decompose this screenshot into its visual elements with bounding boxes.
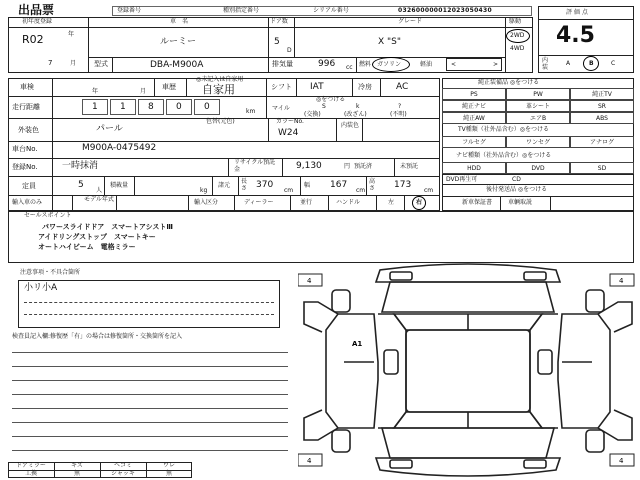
length-value: 370	[256, 180, 274, 190]
legend-value: 工換	[24, 470, 37, 477]
reg-value: 一時抹消	[62, 161, 99, 171]
legend-header: ヘコミ	[113, 462, 132, 469]
mileage-exchange[interactable]: (交換)	[304, 111, 321, 118]
interior-label: 内装	[542, 57, 549, 71]
tire-mark-front-right: 4	[619, 277, 624, 285]
handle-label: ハンドル	[336, 199, 361, 206]
cd-label[interactable]: CD	[512, 176, 521, 183]
mileage-unit: km	[246, 108, 256, 115]
warranty-label[interactable]: 新車保証書	[462, 199, 493, 206]
month-value: 7	[48, 59, 53, 67]
mileage-digit-cell	[166, 99, 192, 115]
height-value: 173	[394, 180, 412, 190]
ac-label: 冷房	[358, 83, 372, 91]
recycle-paid[interactable]: 預託済	[354, 163, 373, 170]
tv-title: TV種類（社外品含む）◎をつける	[458, 126, 550, 133]
width-label: 幅	[304, 182, 311, 189]
nav-cell[interactable]	[442, 162, 506, 174]
equipment-item: エアB	[529, 115, 547, 122]
inspector-title: 検査員記入欄:修復歴「有」の場合は修復箇所・交換箇所を記入	[12, 333, 183, 340]
tv-item: フルセグ	[462, 139, 486, 146]
equipment-cell[interactable]	[506, 88, 570, 100]
length-label: 長さ	[241, 178, 248, 192]
doors-sub: D	[287, 47, 292, 54]
mileage-digit-cell	[138, 99, 164, 115]
manual-label[interactable]: 車輌取説	[508, 199, 533, 206]
chassis-label: 車台No.	[12, 145, 38, 153]
selling-point-line-2: アイドリングストップ スマートキー	[38, 233, 156, 241]
color-no-label: カラーNo.	[276, 118, 304, 125]
load-unit: kg	[200, 187, 208, 194]
mileage-digit: 0	[204, 102, 210, 112]
displacement-unit: cc	[346, 64, 353, 71]
color-change-label: 色替(元色)	[206, 118, 235, 125]
import-type-label: 輸入区分	[194, 199, 219, 206]
fuel-label: 燃料	[359, 61, 372, 68]
fuel-other-box: < >	[446, 58, 502, 71]
car-name-label: 車 名	[170, 18, 189, 25]
color-label: 外装色	[18, 126, 39, 134]
mileage-digit: 1	[120, 102, 126, 112]
nav-cell[interactable]	[570, 162, 634, 174]
equipment-cell[interactable]	[506, 112, 570, 124]
legend-value: 無	[73, 470, 80, 477]
car-name-value: ルーミー	[160, 37, 197, 47]
length-unit: cm	[284, 187, 294, 194]
inspection-label: 車検	[20, 83, 34, 91]
equipment-cell[interactable]	[442, 112, 506, 124]
serial-value: 032600000012023050430	[398, 7, 492, 14]
form-title: 出品票	[18, 3, 55, 17]
selling-point-line-1: パワースライドドア スマートアシストⅢ	[42, 223, 174, 231]
equipment-cell[interactable]	[506, 100, 570, 112]
nav-item: SD	[597, 165, 607, 172]
purpose-label: 車歴	[162, 83, 176, 91]
inspector-note-line[interactable]	[12, 352, 288, 353]
left-label[interactable]: 左	[388, 199, 395, 206]
equipment-item: 純正AW	[463, 115, 485, 122]
equipment-item: 革シート	[525, 103, 550, 110]
month-unit: 月	[70, 60, 77, 67]
legend-header: ドアミラー	[16, 462, 46, 469]
equipment-item: ABS	[596, 115, 608, 122]
tv-cell[interactable]	[442, 136, 506, 148]
tv-cell[interactable]	[570, 136, 634, 148]
dealer-label[interactable]: ディーラー	[244, 199, 274, 206]
interior-b[interactable]: B	[589, 60, 594, 67]
mileage-digit-cell	[194, 99, 220, 115]
mileage-s-mark: S	[322, 103, 326, 110]
first-reg-label: 初年度登録	[22, 18, 53, 25]
chassis-value: M900A-0475492	[82, 143, 157, 153]
interior-c[interactable]: C	[611, 60, 616, 67]
drive-4wd[interactable]: 4WD	[510, 45, 525, 52]
color-value: パール	[96, 124, 123, 134]
capacity-unit: 人	[96, 187, 103, 194]
score-label: 評 価 点	[566, 9, 588, 16]
mileage-digit: 8	[148, 102, 154, 112]
height-unit: cm	[424, 187, 434, 194]
load-label: 積載量	[110, 182, 129, 189]
tire-mark-front-left: 4	[307, 277, 312, 285]
mileage-k-mark: k	[356, 103, 360, 110]
recycle-value: 9,130	[296, 161, 322, 171]
reg-no-label: 登録番号	[117, 7, 142, 14]
notes-value: 小リ小A	[24, 283, 58, 293]
drive-label: 駆動	[509, 18, 522, 25]
doors-value: 5	[274, 37, 280, 47]
equipment-cell[interactable]	[570, 100, 634, 112]
mileage-hatena: ?	[398, 103, 402, 110]
interior-color-label: 内装色	[341, 122, 360, 129]
parallel-label[interactable]: 並行	[300, 199, 313, 206]
year-unit: 年	[68, 31, 75, 38]
fuel-value[interactable]: ガソリン	[377, 61, 402, 68]
reg-label: 登録No.	[12, 163, 38, 171]
mileage-digit: 1	[92, 102, 98, 112]
serial-label: シリアル番号	[313, 7, 349, 14]
score-value: 4.5	[556, 23, 595, 48]
width-value: 167	[330, 180, 348, 190]
model-label: 型式	[94, 60, 108, 68]
mileage-mark-note: ◎をつける	[316, 96, 346, 103]
model-value: DBA-M900A	[150, 60, 204, 70]
mileage-unknown[interactable]: (不明)	[390, 111, 407, 118]
equipment-item: PS	[470, 91, 478, 98]
damage-mark-a1: A1	[352, 340, 363, 348]
inspector-note-line[interactable]	[12, 394, 288, 395]
shift-label: シフト	[271, 83, 292, 91]
selling-point-line-3: オートハイビーム 電格ミラー	[38, 243, 136, 251]
inspection-month-unit: 月	[140, 88, 147, 95]
tv-item: アナログ	[589, 139, 614, 146]
equipment-cell[interactable]	[570, 88, 634, 100]
ac-value: AC	[396, 82, 409, 92]
recycle-unpaid[interactable]: 未預託	[400, 163, 419, 170]
legend-header: キズ	[71, 462, 83, 469]
purpose-value: 自家用	[202, 83, 235, 96]
grade-value: X "S"	[378, 37, 402, 47]
displacement-value: 996	[318, 59, 336, 69]
equipment-item: PW	[533, 91, 543, 98]
after-title: 後付発送品 ◎をつける	[486, 186, 548, 193]
mileage-label: 走行距離	[12, 103, 40, 111]
mileage-digit-cell	[82, 99, 108, 115]
shift-value: IAT	[310, 82, 324, 92]
import-label: 輸入車のみ	[12, 199, 43, 206]
header-meta-box	[112, 6, 532, 16]
model-year-label: モデル年式	[84, 196, 114, 203]
light-oil-label[interactable]: 軽油	[420, 61, 433, 68]
capacity-label: 定員	[22, 182, 36, 190]
legend-value: 無	[165, 470, 172, 477]
notes-title: 注意事項・不具合箇所	[20, 269, 81, 276]
equipment-item: SR	[598, 103, 606, 110]
notes-box	[18, 280, 280, 328]
tire-mark-rear-right: 4	[619, 457, 624, 465]
inspector-note-line[interactable]	[12, 422, 288, 423]
nav-title: ナビ種類（社外品含む）◎をつける	[456, 152, 552, 159]
right-label[interactable]: 右	[416, 199, 423, 206]
selling-points-title: セールスポイント	[24, 212, 72, 219]
equipment-item: 純正ナビ	[461, 103, 486, 110]
drive-2wd[interactable]: 2WD	[510, 32, 525, 39]
car-damage-diagram[interactable]	[298, 262, 638, 478]
recycle-label: リサイクル預託金	[234, 159, 276, 173]
dvd-label[interactable]: DVD再生可	[446, 176, 478, 183]
nav-cell[interactable]	[506, 162, 570, 174]
nav-item: DVD	[531, 165, 545, 172]
size-label: 諸元	[218, 182, 231, 189]
equipment-title: 純正装備品 ◎をつける	[478, 79, 540, 86]
width-unit: cm	[356, 187, 366, 194]
recycle-unit: 円	[344, 163, 351, 170]
mileage-mile[interactable]: マイル	[272, 105, 290, 112]
legend-value: ジャッキ	[111, 470, 135, 477]
inspector-note-line[interactable]	[12, 408, 288, 409]
mileage-digit-cell	[110, 99, 136, 115]
equipment-item: 純正TV	[592, 91, 612, 98]
inspector-note-line[interactable]	[12, 450, 288, 451]
tire-mark-rear-left: 4	[307, 457, 312, 465]
displacement-label: 排気量	[272, 60, 293, 68]
class-label: 種別指定番号	[223, 7, 260, 14]
equipment-cell[interactable]	[442, 100, 506, 112]
tv-cell[interactable]	[506, 136, 570, 148]
interior-a[interactable]: A	[566, 60, 571, 67]
capacity-value: 5	[78, 180, 84, 190]
tv-item: ワンセグ	[525, 139, 550, 146]
doors-label: ドア数	[270, 18, 288, 25]
height-label: 高さ	[369, 178, 376, 192]
purpose-note: ◎未記入は自家用	[196, 76, 244, 83]
mileage-tamper[interactable]: (改ざん)	[344, 111, 367, 118]
equipment-cell[interactable]	[570, 112, 634, 124]
inspector-note-line[interactable]	[12, 366, 288, 367]
year-value: R02	[22, 33, 44, 46]
color-no-value: W24	[278, 128, 299, 138]
grade-label: グレード	[398, 18, 423, 25]
nav-item: HDD	[467, 165, 481, 172]
mileage-digit: 0	[176, 102, 182, 112]
inspection-year-unit: 年	[92, 88, 99, 95]
inspector-note-line[interactable]	[12, 380, 288, 381]
legend-header: ワレ	[162, 462, 175, 469]
inspector-note-line[interactable]	[12, 436, 288, 437]
equipment-cell[interactable]	[442, 88, 506, 100]
